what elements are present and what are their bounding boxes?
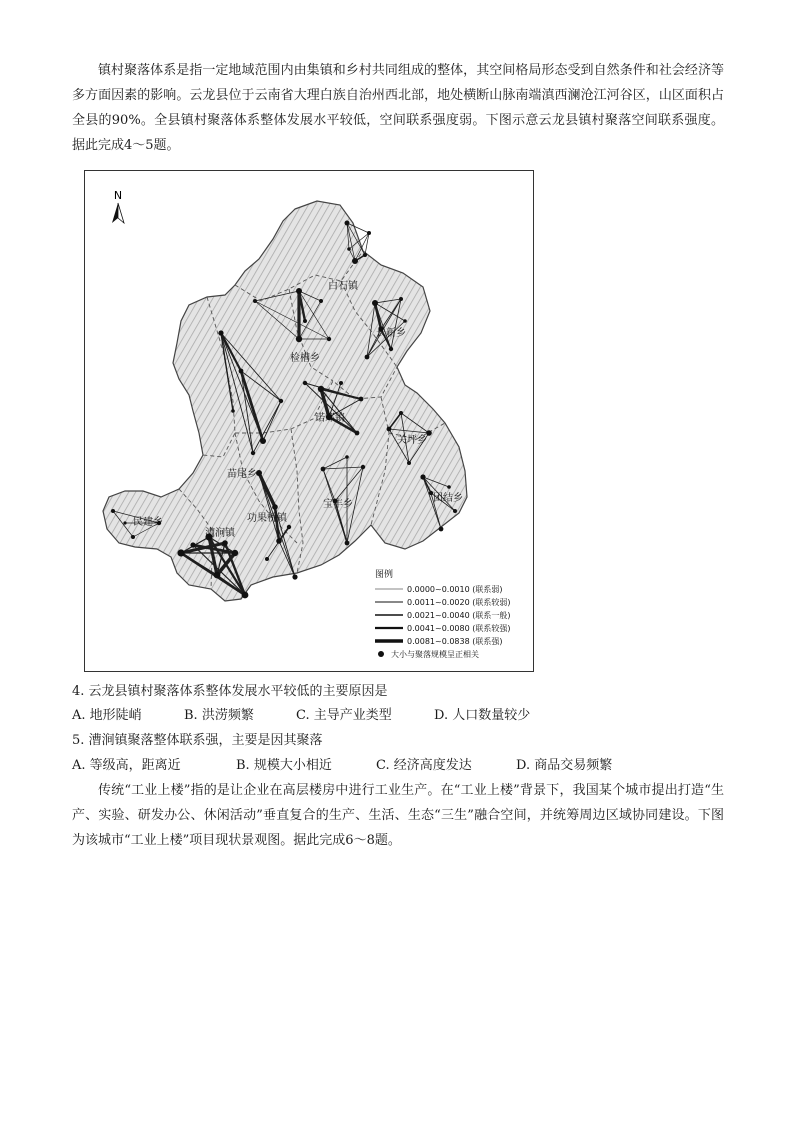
north-arrow-icon: [112, 189, 124, 223]
question-4-stem: 4. 云龙县镇村聚落体系整体发展水平较低的主要原因是: [72, 684, 388, 699]
passage-industry-upstairs: 传统“工业上楼”指的是让企业在高层楼房中进行工业生产。在“工业上楼”背景下，我国某个城市提出打造“生产、实验、研发办公、休闲活动”垂直复合的生产、生活、生态“三生”融合空间，并统筹周边区域协同建设。下图为该城市“工业上楼”项目现状景观图。据此完成6～8题。: [72, 783, 724, 848]
label-baishi: 白石镇: [328, 281, 358, 292]
legend-item-fairly-weak: 0.0011~0.0020 (联系较弱): [407, 598, 511, 607]
legend-item-fairly-strong: 0.0041~0.0080 (联系较强): [407, 624, 511, 633]
label-tuanjie: 团结乡: [433, 493, 463, 504]
legend-item-weak: 0.0000~0.0010 (联系弱): [407, 585, 503, 594]
svg-text:图例: 图例: [375, 570, 394, 580]
q4-option-d: D. 人口数量较少: [434, 708, 531, 723]
label-guanping: 关坪乡: [397, 435, 427, 446]
label-caojian: 漕涧镇: [205, 528, 235, 539]
legend-item-moderate: 0.0021~0.0040 (联系一般): [407, 611, 511, 620]
label-jianhua: 检槽乡: [290, 353, 320, 364]
label-nuodeng: 诺邓镇: [315, 413, 345, 424]
label-minjian: 民建乡: [133, 517, 163, 528]
label-gongguoqiao: 功果桥镇: [247, 513, 287, 524]
question-4-options: [72, 705, 530, 727]
q5-option-d: D. 商品交易频繁: [516, 758, 613, 773]
label-changxin: 长新乡: [376, 328, 406, 339]
q5-option-a: A. 等级高，距离近: [72, 758, 181, 773]
legend-item-strong: 0.0081~0.0838 (联系强): [407, 637, 503, 646]
map-legend: [375, 568, 510, 659]
q5-option-b: B. 规模大小相近: [236, 758, 332, 773]
q5-option-c: C. 经济高度发达: [376, 758, 472, 773]
settlement-linkage-map: [84, 170, 534, 672]
q4-option-b: B. 洪涝频繁: [184, 708, 254, 723]
question-5-options: [72, 755, 612, 777]
legend-dot-note: 大小与聚落规模呈正相关: [391, 650, 479, 659]
q4-option-c: C. 主导产业类型: [296, 708, 392, 723]
label-miaowei: 苗尾乡: [227, 469, 257, 480]
q4-option-a: A. 地形陡峭: [72, 708, 142, 723]
question-5-stem: 5. 漕涧镇聚落整体联系强，主要是因其聚落: [72, 733, 323, 748]
svg-text:N: N: [113, 189, 123, 202]
intro-passage: 镇村聚落体系是指一定地域范围内由集镇和乡村共同组成的整体，其空间格局形态受到自然条件和社会经济等多方面因素的影响。云龙县位于云南省大理白族自治州西北部，地处横断山脉南端滇西澜沧江河谷区，山区面积占全县的90%。全县镇村聚落体系整体发展水平较低，空间联系强度弱。下图示意云龙县镇村聚落空间联系强度。据此完成4～5题。: [72, 63, 724, 153]
label-baofeng: 宝丰乡: [323, 499, 353, 510]
